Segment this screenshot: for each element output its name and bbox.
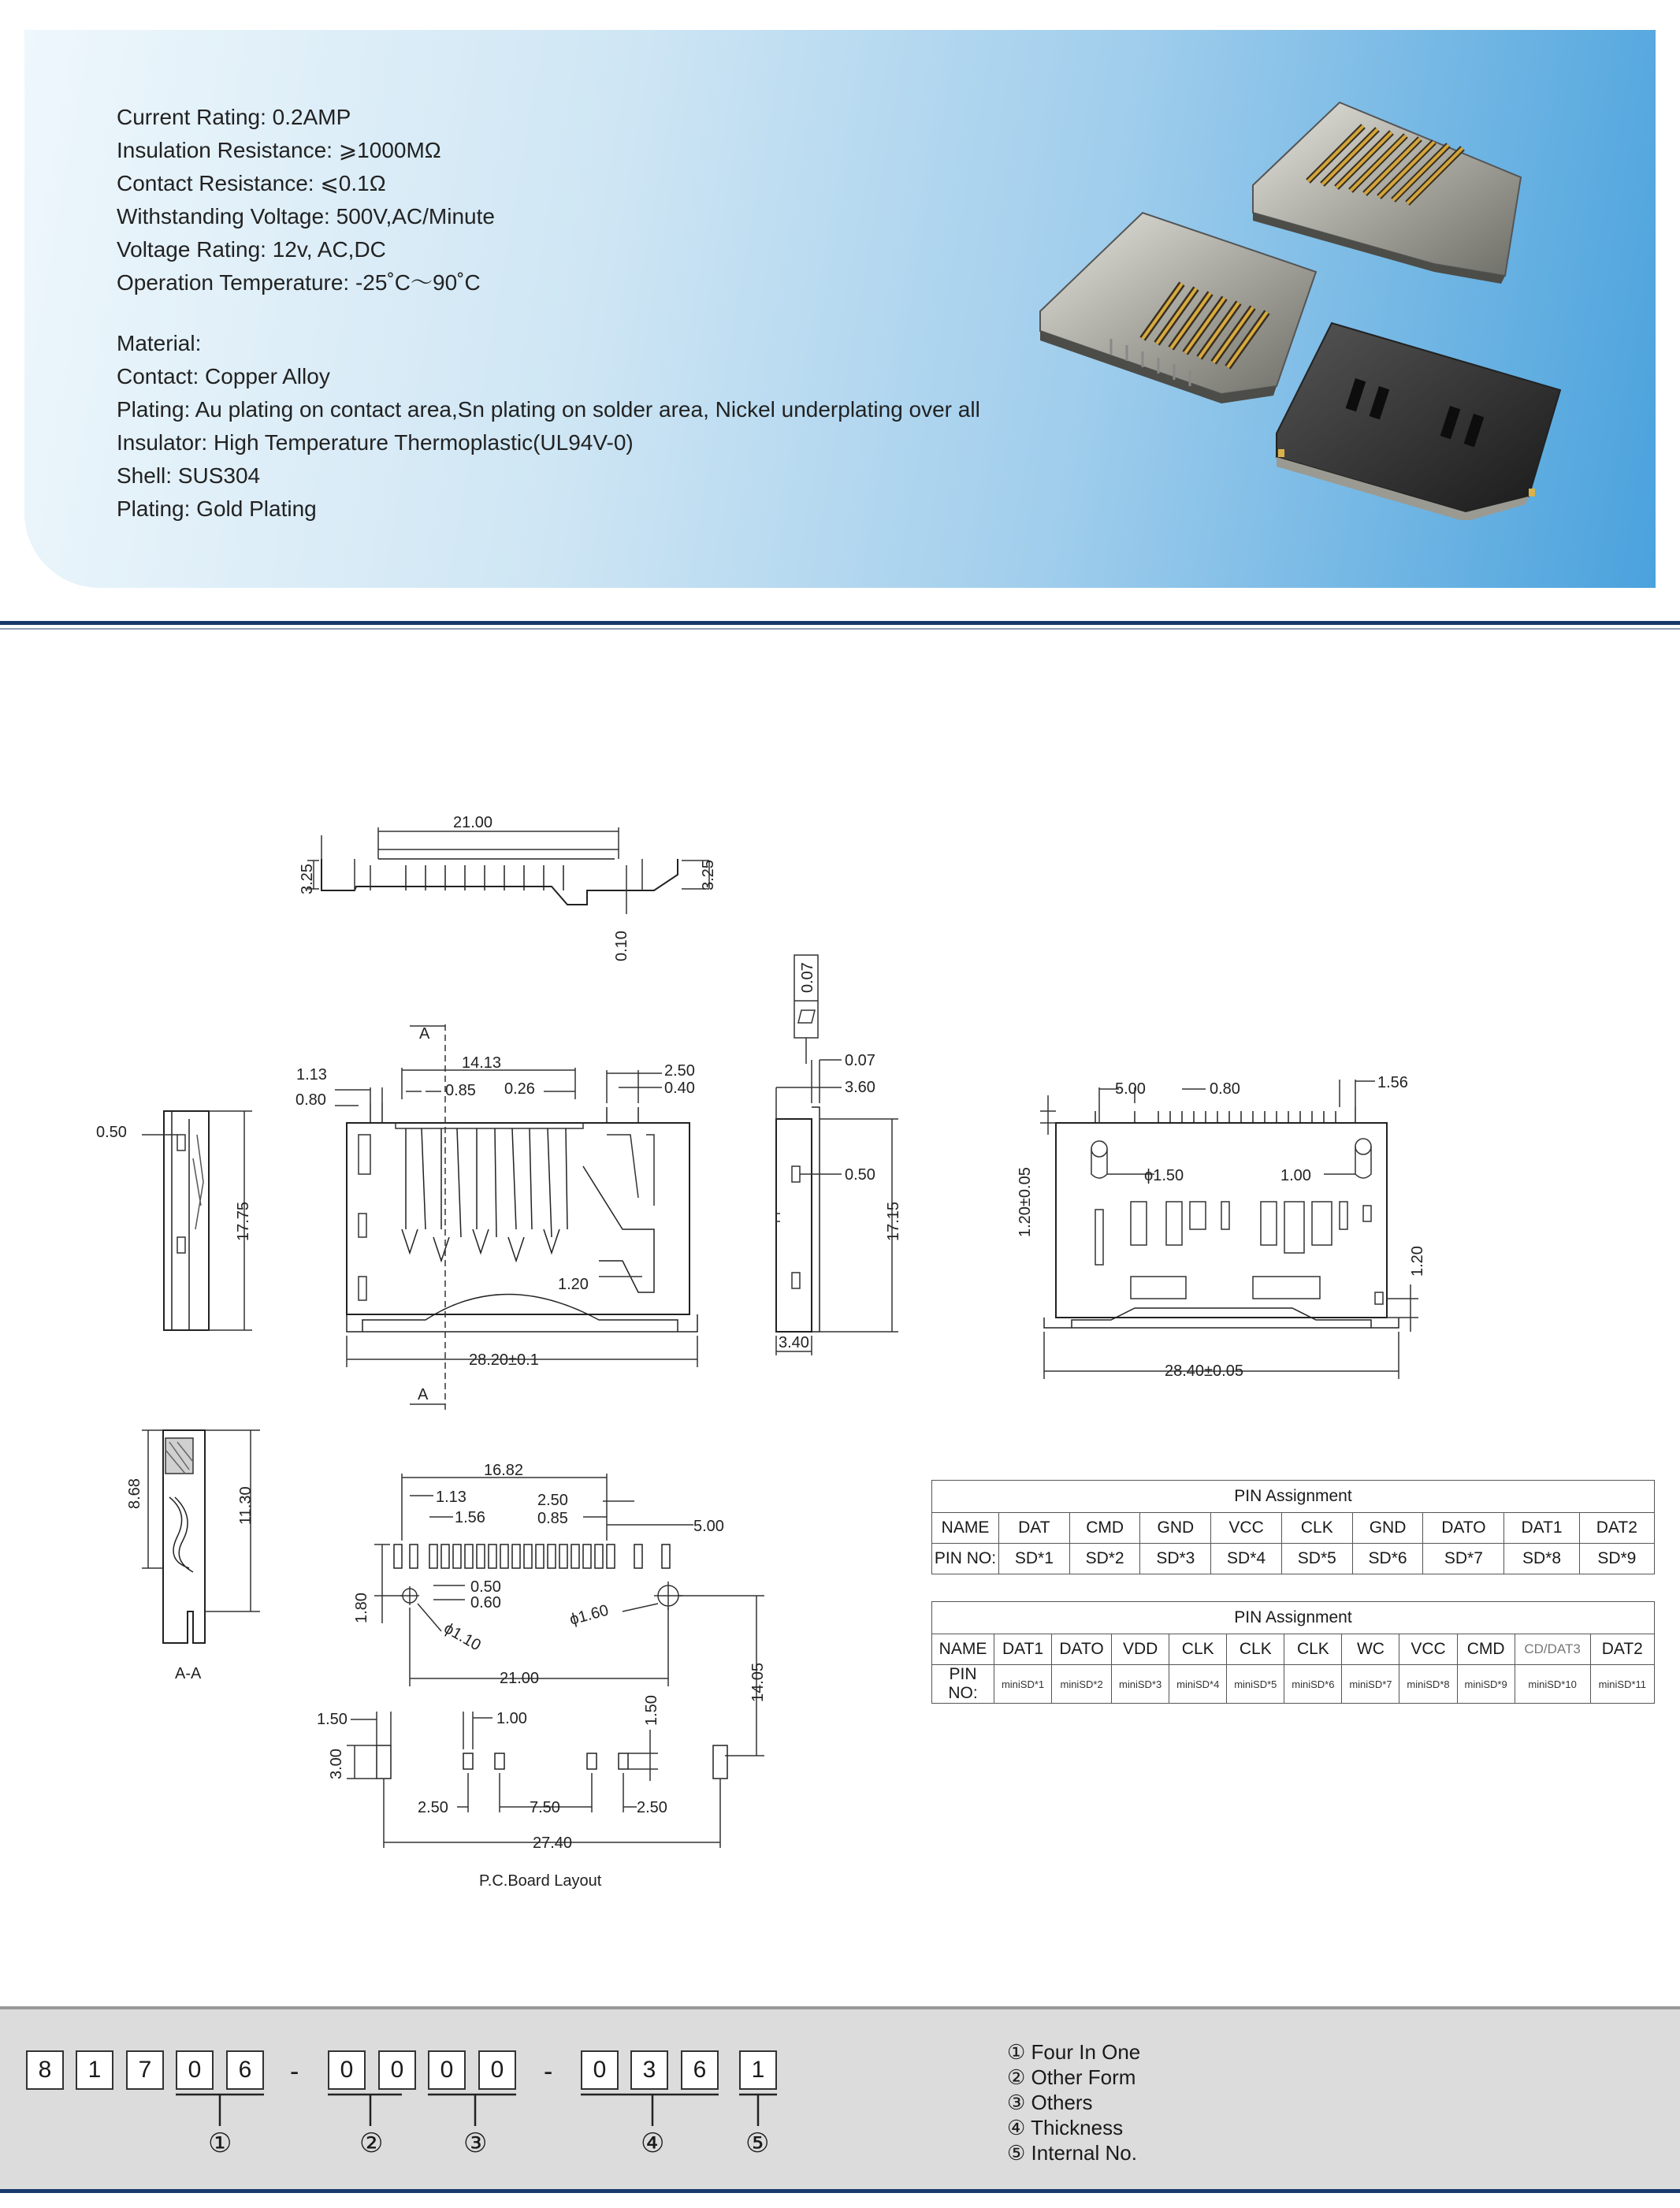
dim-bottom-hole: ϕ1.50 [1144,1167,1184,1184]
part-digit-box: 0 [581,2050,619,2090]
dim-front-14-13: 14.13 [462,1054,502,1072]
dim-pcb-1-56: 1.56 [455,1509,485,1526]
pin-name-cell: CMD [1069,1513,1140,1544]
dim-right-3-60: 3.60 [845,1079,875,1096]
dim-bottom-pitch: 1.00 [1280,1167,1311,1184]
pin-name-cell: VCC [1399,1634,1457,1665]
bottom-view [1017,1074,1426,1380]
pin-number-cell: SD*7 [1423,1544,1504,1574]
dim-top-gap: 0.10 [613,931,630,961]
pin-assignment-table-sd [931,1480,1655,1574]
dim-top-height-left: 3.25 [299,864,316,894]
pin-number-cell: miniSD*11 [1590,1665,1654,1704]
pin-name-cell: GND [1140,1513,1211,1544]
pin-number-cell: SD*5 [1281,1544,1352,1574]
dim-left-offset: 0.50 [96,1124,127,1141]
table-row [932,1634,1655,1665]
dim-bottom-1-20: 1.20 [1409,1246,1426,1277]
section-view-aa [126,1430,260,1682]
pin-name-cell: DAT2 [1590,1634,1654,1665]
dim-pcb-21-00: 21.00 [500,1670,540,1687]
dim-section-11-30: 11.30 [237,1486,255,1525]
pin-number-cell: miniSD*7 [1342,1665,1399,1704]
pin-number-cell: SD*4 [1211,1544,1282,1574]
dim-pcb-2-50-b: 2.50 [637,1799,667,1816]
dim-top-width: 21.00 [453,814,493,831]
dim-front-0-80: 0.80 [295,1091,326,1109]
dim-pcb-1-50-b: 1.50 [643,1695,660,1726]
section-mark-top: A [419,1025,430,1043]
dim-pcb-5-00: 5.00 [693,1518,724,1535]
pcb-layout [317,1462,767,1890]
spec-current-rating: Current Rating: 0.2AMP [117,105,351,129]
pin-name-cell: WC [1342,1634,1399,1665]
pin-number-cell: miniSD*2 [1052,1665,1112,1704]
pin-number-cell: miniSD*9 [1457,1665,1515,1704]
marker-5: ⑤ [745,2128,770,2158]
right-side-view [776,955,902,1355]
dim-right-depth: 3.40 [779,1334,809,1351]
pin-number-cell: SD*1 [999,1544,1070,1574]
pin-name-cell: VDD [1112,1634,1169,1665]
pin-number-cell: SD*9 [1579,1544,1654,1574]
pin-table-1-name-label: NAME [932,1513,999,1544]
pin-name-cell: DAT1 [1504,1513,1579,1544]
marker-1: ① [208,2128,232,2158]
pin-table-2-title: PIN Assignment [932,1602,1655,1634]
marker-4: ④ [641,2128,665,2158]
dim-front-1-20: 1.20 [558,1276,589,1293]
top-view [299,814,717,961]
pin-number-cell: miniSD*1 [994,1665,1052,1704]
dim-pcb-0-50: 0.50 [470,1578,501,1596]
dim-top-height-right: 3.25 [700,860,717,890]
part-digit-box: 1 [76,2050,113,2090]
material-plating-gold: Plating: Gold Plating [117,496,317,521]
dim-front-0-26: 0.26 [504,1080,535,1098]
dim-pcb-7-50: 7.50 [530,1799,560,1816]
dim-pcb-1-00: 1.00 [496,1710,527,1727]
table-row [932,1665,1655,1704]
pin-table-2-name-label: NAME [932,1634,994,1665]
section-label-aa: A-A [175,1665,202,1682]
pin-number-cell: miniSD*6 [1284,1665,1342,1704]
legend-others: ③ Others [1007,2091,1093,2114]
part-digit-box: 6 [681,2050,719,2090]
marker-2: ② [359,2128,384,2158]
pin-name-cell: CMD [1457,1634,1515,1665]
dim-front-1-13: 1.13 [296,1066,327,1084]
dim-pcb-2-50-a: 2.50 [418,1799,448,1816]
pin-name-cell: CLK [1281,1513,1352,1544]
part-dash: - [290,2057,299,2087]
dim-pcb-1-50: 1.50 [317,1711,348,1728]
dim-pcb-1-80: 1.80 [353,1593,370,1623]
pin-name-cell: GND [1352,1513,1423,1544]
footer-top-rule [0,2006,1680,2009]
part-number-brackets [0,2088,788,2128]
pin-number-cell: miniSD*8 [1399,1665,1457,1704]
pin-name-cell: DAT [999,1513,1070,1544]
legend-internal-no: ⑤ Internal No. [1007,2141,1137,2165]
part-digit-box: 0 [328,2050,366,2090]
pin-number-cell: miniSD*5 [1227,1665,1284,1704]
material-plating: Plating: Au plating on contact area,Sn plating on solder area, Nickel underplating over all [117,397,980,422]
dim-bottom-height: 1.20±0.05 [1017,1167,1034,1237]
dim-pcb-hole-small: ϕ1.10 [440,1619,484,1655]
pin-name-cell: DAT2 [1579,1513,1654,1544]
dim-right-0-50: 0.50 [845,1166,875,1184]
footer-bottom-rule [0,2189,1680,2193]
spec-operation-temperature: Operation Temperature: -25˚C～90˚C [117,270,481,295]
pin-number-cell: miniSD*4 [1169,1665,1227,1704]
legend-thickness: ④ Thickness [1007,2116,1124,2139]
pin-name-cell: VCC [1211,1513,1282,1544]
pcb-layout-caption: P.C.Board Layout [479,1872,602,1890]
legend-four-in-one: ① Four In One [1007,2040,1141,2064]
dim-pcb-0-60: 0.60 [470,1594,501,1611]
pin-number-cell: miniSD*3 [1112,1665,1169,1704]
dim-front-0-40: 0.40 [664,1080,695,1097]
material-shell: Shell: SUS304 [117,463,261,488]
section-mark-bottom: A [418,1386,429,1403]
dim-pcb-3-00: 3.00 [328,1749,345,1779]
pin-number-cell: SD*3 [1140,1544,1211,1574]
material-insulator: Insulator: High Temperature Thermoplastic(UL94V-0) [117,430,634,455]
table-row [932,1513,1655,1544]
dim-bottom-0-80: 0.80 [1210,1080,1240,1098]
dim-left-height: 17.75 [235,1201,252,1241]
part-digit-box: 8 [26,2050,64,2090]
pin-name-cell: CLK [1169,1634,1227,1665]
pin-name-cell: CLK [1227,1634,1284,1665]
dim-bottom-5-00: 5.00 [1115,1080,1146,1098]
part-digit-box: 3 [630,2050,668,2090]
part-digit-box: 7 [126,2050,164,2090]
dim-bottom-width: 28.40±0.05 [1165,1362,1243,1380]
spec-voltage-rating: Voltage Rating: 12v, AC,DC [117,237,386,262]
pin-number-cell: SD*2 [1069,1544,1140,1574]
legend-other-form: ② Other Form [1007,2065,1136,2089]
pin-name-cell: CD/DAT3 [1515,1634,1590,1665]
dim-front-width: 28.20±0.1 [469,1351,539,1369]
dim-bottom-1-56: 1.56 [1377,1074,1408,1091]
pin-name-cell: CLK [1284,1634,1342,1665]
dim-right-flatness: 0.07 [799,962,816,993]
dim-pcb-2-50: 2.50 [537,1492,568,1509]
front-view [295,1024,697,1411]
pin-table-1-title: PIN Assignment [932,1481,1655,1513]
pin-table-1-pin-label: PIN NO: [932,1544,999,1574]
dim-pcb-hole-large: ϕ1.60 [567,1601,611,1629]
pin-name-cell: DATO [1052,1634,1112,1665]
marker-3: ③ [463,2128,488,2158]
part-digit-box: 6 [226,2050,264,2090]
table-row [932,1544,1655,1574]
part-digit-box: 0 [176,2050,214,2090]
left-side-view [96,1111,252,1330]
part-digit-box: 0 [428,2050,466,2090]
spec-contact-resistance: Contact Resistance: ⩽0.1Ω [117,171,386,195]
dim-pcb-1-13: 1.13 [436,1489,466,1506]
pin-assignment-table-minisd [931,1601,1655,1704]
dim-pcb-0-85: 0.85 [537,1510,568,1527]
pin-number-cell: miniSD*10 [1515,1665,1590,1704]
dim-front-2-50: 2.50 [664,1062,695,1080]
part-digit-box: 0 [478,2050,516,2090]
dim-right-height: 17.15 [885,1201,902,1241]
part-dash: - [544,2057,553,2087]
dim-pcb-16-82: 16.82 [484,1462,524,1479]
dim-pcb-14-05: 14.05 [749,1662,767,1702]
pin-name-cell: DAT1 [994,1634,1052,1665]
pin-table-2-pin-label: PIN NO: [932,1665,994,1704]
pin-number-cell: SD*8 [1504,1544,1579,1574]
part-digit-box: 1 [739,2050,777,2090]
dim-right-0-07: 0.07 [845,1052,875,1069]
spec-insulation-resistance: Insulation Resistance: ⩾1000MΩ [117,138,441,162]
dim-front-0-85: 0.85 [445,1082,476,1099]
material-contact: Contact: Copper Alloy [117,364,330,388]
dim-section-8-68: 8.68 [126,1478,143,1509]
material-heading: Material: [117,331,202,355]
spec-withstanding-voltage: Withstanding Voltage: 500V,AC/Minute [117,204,495,229]
pin-number-cell: SD*6 [1352,1544,1423,1574]
pin-name-cell: DATO [1423,1513,1504,1544]
dim-pcb-27-40: 27.40 [533,1834,573,1852]
part-digit-box: 0 [378,2050,416,2090]
